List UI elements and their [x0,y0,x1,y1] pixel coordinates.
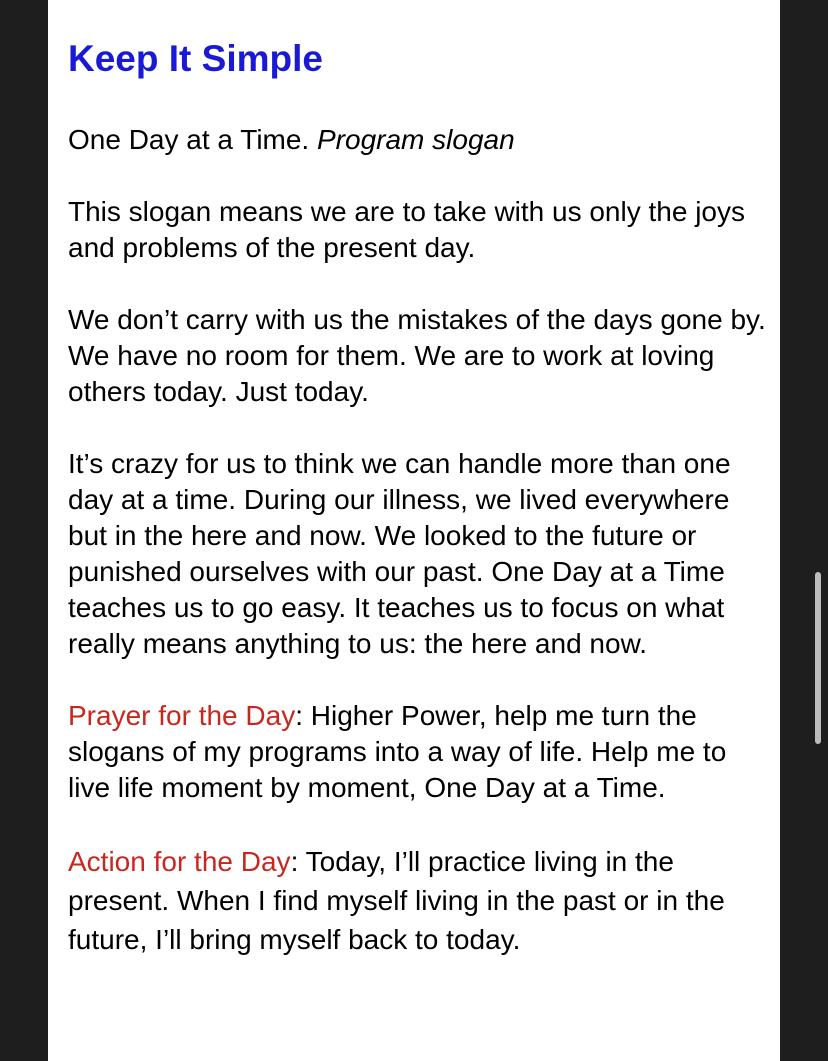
prayer-text: : Higher Power, help me turn the slogans of my programs into a way of life. Help me to live life moment by moment, One Day at a Time. [68,700,727,803]
document-page [48,0,780,1061]
action-paragraph [68,842,768,959]
slogan-text: One Day at a Time. [68,124,317,155]
action-text: : Today, I’ll practice living in the present. When I find myself living in the past or in the future, I’ll bring myself back to today. [68,846,725,955]
prayer-label: Prayer for the Day [68,700,296,731]
paragraph-2: We don’t carry with us the mistakes of the days gone by. We have no room for them. We are to work at loving others today. Just today. [68,304,766,407]
vertical-scrollbar[interactable] [815,572,821,744]
slogan-line [68,122,768,158]
page-title: Keep It Simple [68,38,323,79]
prayer-paragraph [68,698,768,806]
action-label: Action for the Day [68,846,291,877]
article-body [68,30,768,995]
paragraph-1: This slogan means we are to take with us only the joys and problems of the present day. [68,196,746,263]
paragraph-3: It’s crazy for us to think we can handle more than one day at a time. During our illness, we lived everywhere but in the here and now. We looked to the future or punished ourselves with our past. One Day at a Time teaches us to go easy. It teaches us to focus on what really means anything to us: the here and now. [68,448,731,659]
slogan-source: Program slogan [317,124,515,155]
